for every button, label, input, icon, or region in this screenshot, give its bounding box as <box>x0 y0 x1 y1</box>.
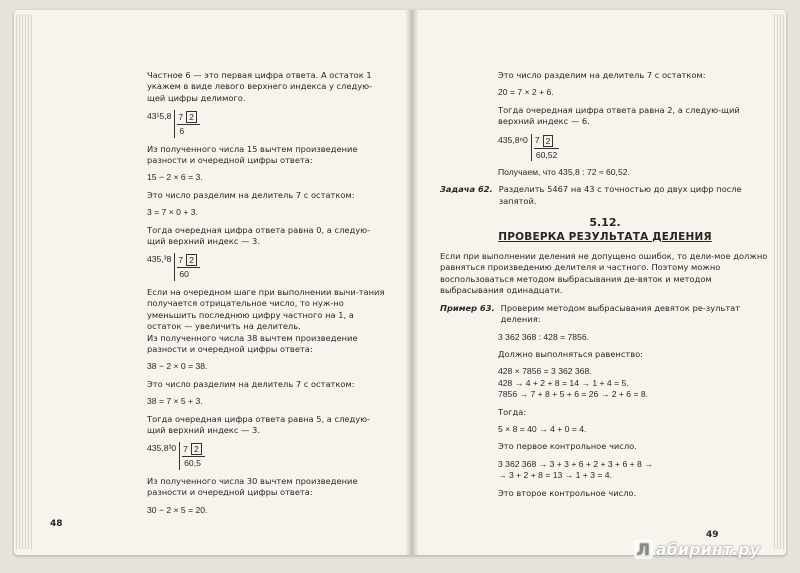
section-number: 5.12. <box>589 216 621 230</box>
equation: 15 − 2 × 6 = 3. <box>147 172 203 183</box>
dividend: 43¹5,8 <box>147 111 172 122</box>
left-page <box>147 70 387 516</box>
example-text: Проверим методом выбрасывания девяток ре-зультат деления: <box>500 302 741 325</box>
paragraph: Тогда очередная цифра ответа равна 0, а следую-щий верхний индекс — 3. <box>147 224 371 247</box>
book-gutter <box>405 10 419 555</box>
example-label: Пример 63. <box>440 302 495 313</box>
quotient: 60,52 <box>535 149 558 160</box>
page-number-right: 49 <box>706 530 719 540</box>
left-page-edges <box>14 14 32 549</box>
boxed-digit: 2 <box>191 443 202 455</box>
task-62 <box>440 184 770 207</box>
boxed-digit: 2 <box>186 111 197 123</box>
divisor: 7 <box>178 111 184 122</box>
task-text: Разделить 5467 на 43 с точностью до двух цифр после запятой. <box>498 184 742 206</box>
paragraph: Тогда очередная цифра ответа равна 2, а следую-щий верхний индекс — 6. <box>498 104 740 127</box>
paragraph: Должно выполняться равенство: <box>498 348 643 359</box>
divisor: 7 <box>178 254 184 265</box>
page-number-left: 48 <box>50 519 63 529</box>
dividend: 435,³8 <box>147 254 172 265</box>
paragraph: Тогда: <box>498 406 527 417</box>
dividend: 435,8³0 <box>147 443 177 454</box>
divisor: 7 <box>183 443 188 454</box>
paragraph: Из полученного числа 15 вычтем произведение разности и очередной цифры ответа: <box>147 143 358 166</box>
dividend: 435,8⁶0 <box>498 134 528 145</box>
paragraph: Это второе контрольное число. <box>498 487 637 498</box>
site-watermark <box>634 540 760 559</box>
equation: 20 = 7 × 2 + 6. <box>498 87 554 98</box>
paragraph: Если при выполнении деления не допущено ошибок, то дели-мое должно равняться произведению делителя и частного. Поэтому можно воспользоваться методом выбрасывания де-вяток и методом выбрасывания одинадцати. <box>440 251 768 296</box>
quotient: 6 <box>179 126 185 137</box>
boxed-digit: 2 <box>186 254 197 266</box>
equation: 5 × 8 = 40 → 4 + 0 = 4. <box>498 423 587 434</box>
paragraph: Это число разделим на делитель 7 с остатком: <box>147 189 355 200</box>
equation: 3 362 368 → 3 + 3 + 6 + 2 + 3 + 6 + 8 → <box>498 458 653 469</box>
watermark-logo: Л <box>634 540 653 559</box>
result-text: Получаем, что 435,8 : 72 ≈ 60,52. <box>498 167 630 178</box>
equation: 38 − 2 × 0 = 38. <box>147 361 208 372</box>
paragraph: Тогда очередная цифра ответа равна 5, а следую-щий верхний индекс — 3. <box>147 413 371 435</box>
paragraph: Это число разделим на делитель 7 с остатком: <box>147 378 355 389</box>
divisor: 7 <box>534 134 540 145</box>
long-division <box>147 110 387 137</box>
equation: 7856 → 7 + 8 + 5 + 6 = 26 → 2 + 6 = 8. <box>498 389 649 400</box>
equation: 30 − 2 × 5 = 20. <box>147 504 208 515</box>
equation: 3 = 7 × 0 + 3. <box>147 207 198 218</box>
equation: 428 → 4 + 2 + 8 = 14 → 1 + 4 = 5. <box>498 377 629 388</box>
watermark-text: абиринт.ру <box>655 540 760 559</box>
paragraph: Это число разделим на делитель 7 с остатком: <box>498 70 706 80</box>
equation: → 3 + 2 + 8 = 13 → 1 + 3 = 4. <box>498 470 612 481</box>
right-page-edges <box>772 14 786 549</box>
paragraph: Частное 6 — это первая цифра ответа. А остаток 1 укажем в виде левого верхнего индекса у следую-щей цифры делимого. <box>147 70 373 103</box>
quotient: 60 <box>179 269 189 280</box>
paragraph: Если на очередном шаге при выполнении вычи-тания получается отрицательное число, то нуж-но уменьшить последнюю цифру частного на 1, а остаток — увеличить на делитель. <box>147 286 385 332</box>
example-63 <box>440 303 770 326</box>
equation: 428 × 7856 = 3 362 368. <box>498 366 592 377</box>
task-label: Задача 62. <box>440 184 493 195</box>
section-title: ПРОВЕРКА РЕЗУЛЬТАТА ДЕЛЕНИЯ <box>498 230 712 243</box>
long-division <box>498 134 770 161</box>
long-division <box>147 442 387 469</box>
paragraph: Это первое контрольное число. <box>498 441 637 452</box>
paragraph: Из полученного числа 30 вычтем произведение разности и очередной цифры ответа: <box>147 475 358 498</box>
quotient: 60,5 <box>184 458 201 469</box>
equation: 38 = 7 × 5 + 3. <box>147 396 203 407</box>
paragraph: Из полученного числа 38 вычтем произведение разности и очередной цифры ответа: <box>147 332 358 354</box>
long-division <box>147 253 387 280</box>
equation: 3 362 368 : 428 = 7856. <box>498 331 590 342</box>
boxed-digit: 2 <box>543 135 554 147</box>
right-page <box>440 70 770 499</box>
